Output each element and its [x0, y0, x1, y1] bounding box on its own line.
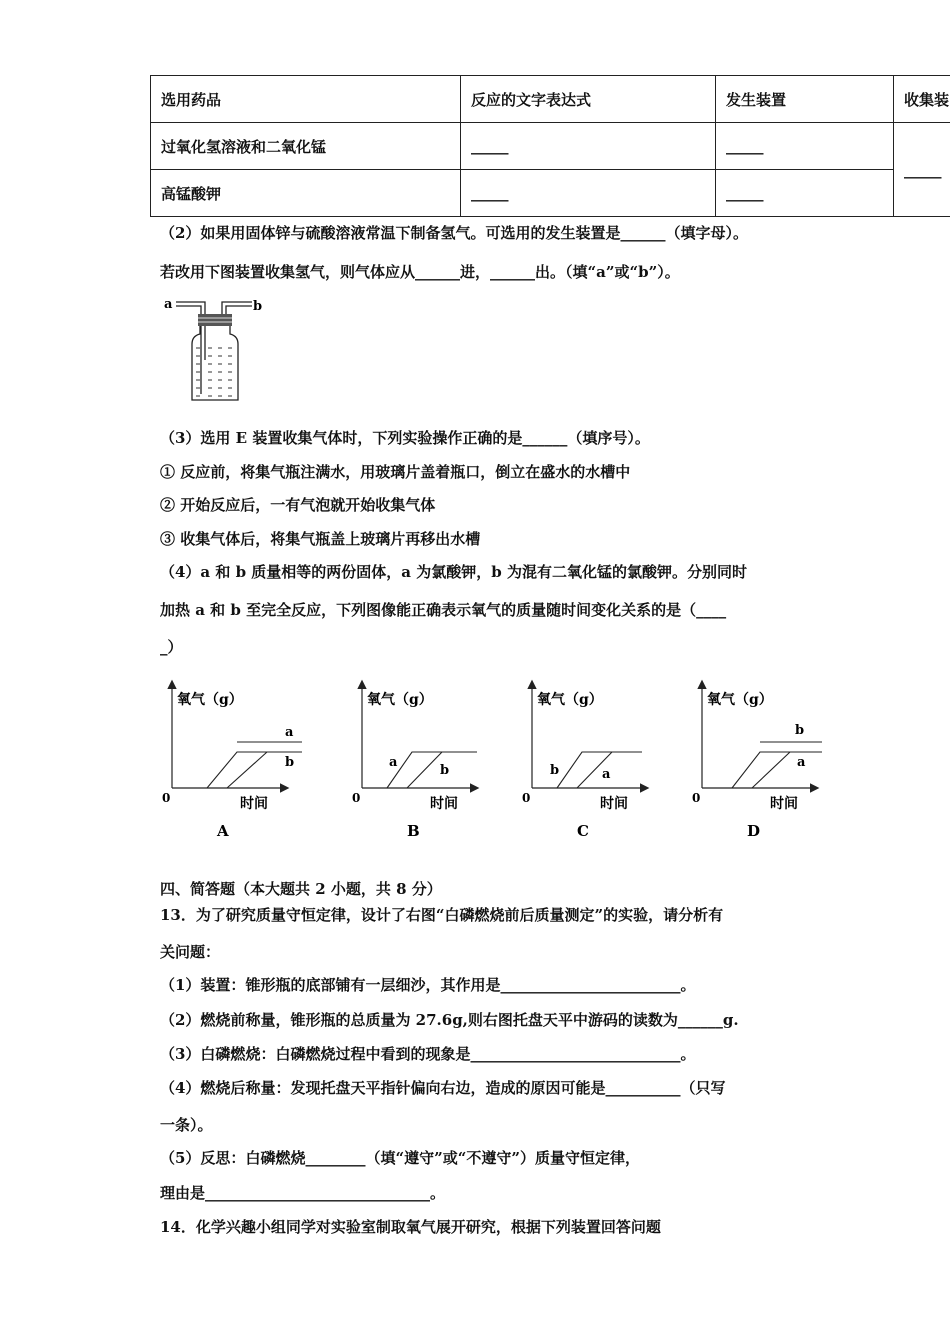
- graph-series-label: a: [285, 725, 294, 740]
- q3-option-3: ③ 收集气体后，将集气瓶盖上玻璃片再移出水槽: [160, 530, 481, 548]
- graph-series-label: b: [795, 723, 805, 738]
- q4-line2: 加热 a 和 b 至完全反应，下列图像能正确表示氧气的质量随时间变化关系的是（____: [160, 601, 727, 619]
- graph-series-line: [557, 752, 642, 788]
- bottle-label-b: b: [253, 299, 263, 314]
- graph-y-label: 氧气（g）: [367, 692, 433, 708]
- graph-series-line: [387, 752, 477, 788]
- header-expression: 反应的文字表达式: [461, 76, 716, 123]
- header-reagent: 选用药品: [151, 76, 461, 123]
- header-device: 发生装置: [716, 76, 894, 123]
- q13-line1: 13．为了研究质量守恒定律，设计了右图“白磷燃烧前后质量测定”的实验，请分析有: [160, 906, 724, 924]
- table-row: [151, 170, 950, 217]
- q14-line: 14．化学兴趣小组同学对实验室制取氧气展开研究，根据下列装置回答问题: [160, 1218, 661, 1236]
- graph-y-label: 氧气（g）: [177, 692, 243, 708]
- bottle-label-a: a: [164, 297, 173, 312]
- q4-line1: （4）a 和 b 质量相等的两份固体，a 为氯酸钾，b 为混有二氧化锰的氯酸钾。分别同时: [160, 563, 747, 581]
- graph-origin: 0: [522, 791, 531, 805]
- graph-series-label: a: [389, 755, 398, 770]
- q13-part5b: 理由是______________________________。: [160, 1184, 446, 1202]
- collect-blank: _____: [904, 160, 942, 179]
- cell-expression: _____: [461, 170, 716, 217]
- cell-reagent: 高锰酸钾: [151, 170, 461, 217]
- graph-y-label: 氧气（g）: [707, 692, 773, 708]
- q3-line1: （3）选用 E 装置收集气体时，下列实验操作正确的是______（填序号）。: [160, 429, 650, 447]
- q13-part1: （1）装置：锥形瓶的底部铺有一层细沙，其作用是________________________。: [160, 976, 696, 994]
- cell-device: _____: [716, 170, 894, 217]
- q2-line1: （2）如果用固体锌与硫酸溶液常温下制备氢气。可选用的发生装置是______（填字母）。: [160, 224, 748, 242]
- cell-reagent: 过氧化氢溶液和二氧化锰: [151, 123, 461, 170]
- cell-collect: [894, 123, 950, 217]
- graph-series-label: a: [602, 767, 611, 782]
- table-row: [151, 123, 950, 170]
- graph-x-label: 时间: [770, 796, 798, 812]
- table-header-row: [151, 76, 950, 123]
- graph-y-label: 氧气（g）: [537, 692, 603, 708]
- header-collect: 收集装: [894, 76, 950, 123]
- q3-option-1: ① 反应前，将集气瓶注满水，用玻璃片盖着瓶口，倒立在盛水的水槽中: [160, 463, 631, 481]
- q13-part3: （3）白磷燃烧：白磷燃烧过程中看到的现象是____________________________。: [160, 1045, 696, 1063]
- q3-option-2: ② 开始反应后，一有气泡就开始收集气体: [160, 496, 436, 514]
- q13-line2: 关问题：: [160, 943, 221, 961]
- graph-series-label: a: [797, 755, 806, 770]
- graph-x-label: 时间: [600, 796, 628, 812]
- graph-series-line: [752, 752, 822, 788]
- section4-heading: 四、简答题（本大题共 2 小题，共 8 分）: [160, 880, 442, 898]
- q13-part4: （4）燃烧后称量：发现托盘天平指针偏向右边，造成的原因可能是__________（只写: [160, 1079, 726, 1097]
- cell-expression: _____: [461, 123, 716, 170]
- reagent-table: [150, 75, 950, 217]
- graph-origin: 0: [162, 791, 171, 805]
- graph-option-letter: B: [407, 822, 420, 840]
- graph-series-line: [732, 752, 822, 788]
- graph-series-label: b: [285, 755, 295, 770]
- graph-origin: 0: [692, 791, 701, 805]
- graph-series-label: b: [550, 763, 560, 778]
- oxygen-graphs: [150, 670, 840, 845]
- q2-line2: 若改用下图装置收集氢气，则气体应从______进，______出。（填“a”或“b”）。: [160, 263, 680, 281]
- cell-device: _____: [716, 123, 894, 170]
- q13-part4b: 一条）。: [160, 1116, 213, 1134]
- q13-part2: （2）燃烧前称量，锥形瓶的总质量为 27.6g,则右图托盘天平中游码的读数为______g.: [160, 1011, 739, 1029]
- graph-origin: 0: [352, 791, 361, 805]
- q4-line3: _）: [160, 638, 183, 656]
- gas-bottle-diagram: [160, 290, 270, 405]
- graph-option-letter: C: [577, 822, 589, 840]
- graph-series-label: b: [440, 763, 450, 778]
- q13-part5: （5）反思：白磷燃烧________（填“遵守”或“不遵守”）质量守恒定律，: [160, 1149, 640, 1167]
- graph-option-letter: D: [747, 822, 761, 840]
- graph-x-label: 时间: [430, 796, 458, 812]
- graph-x-label: 时间: [240, 796, 268, 812]
- graph-option-letter: A: [217, 822, 229, 840]
